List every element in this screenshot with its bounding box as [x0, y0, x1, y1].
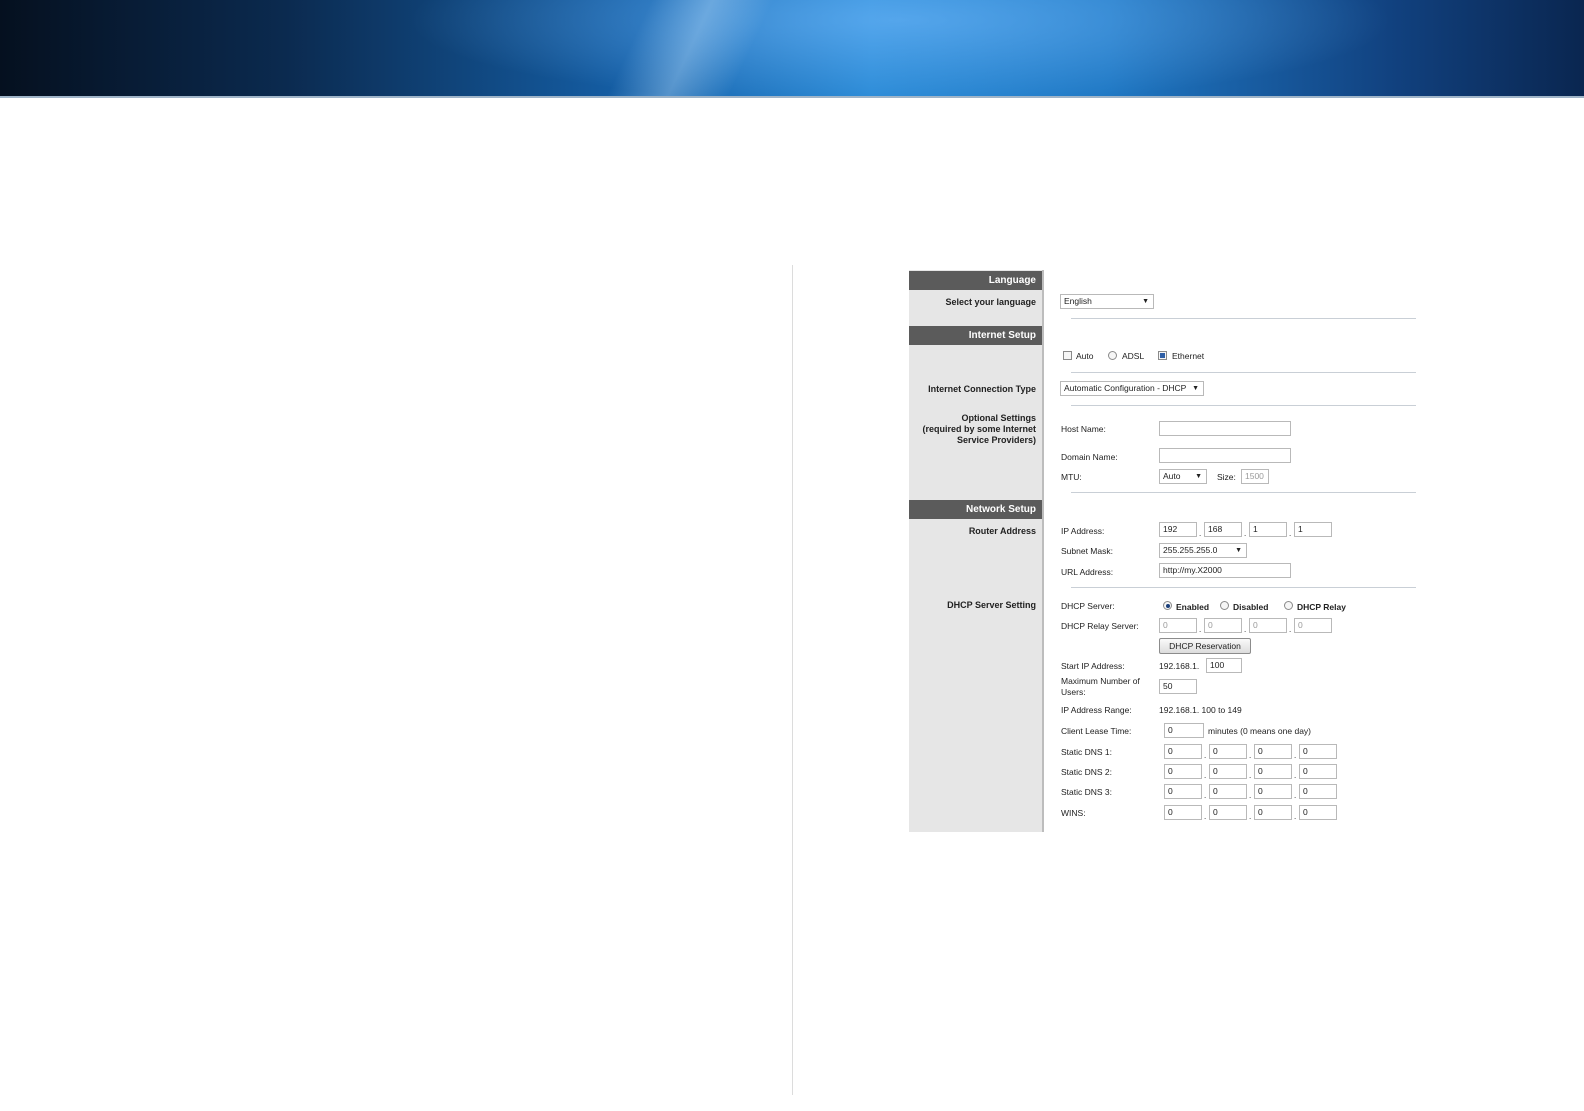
ip-octet-1-input[interactable]: 192	[1159, 522, 1197, 537]
url-address-input[interactable]: http://my.X2000	[1159, 563, 1291, 578]
octet-dot: .	[1199, 625, 1202, 634]
start-ip-label: Start IP Address:	[1061, 661, 1125, 671]
settings-column	[1044, 270, 1419, 832]
mtu-label: MTU:	[1061, 472, 1082, 482]
ip-address-label: IP Address:	[1061, 526, 1105, 536]
domain-name-input[interactable]	[1159, 448, 1291, 463]
dns3-octet-2-input[interactable]: 0	[1209, 784, 1247, 799]
subnet-mask-label: Subnet Mask:	[1061, 546, 1113, 556]
size-label: Size:	[1217, 472, 1236, 482]
auto-label: Auto	[1076, 351, 1094, 361]
optional-settings-note-1: (required by some Internet	[922, 424, 1036, 434]
relay-octet-3-input[interactable]: 0	[1249, 618, 1287, 633]
octet-dot: .	[1294, 791, 1297, 800]
start-ip-input[interactable]: 100	[1206, 658, 1242, 673]
octet-dot: .	[1249, 791, 1252, 800]
router-address-label: Router Address	[968, 526, 1036, 536]
subnet-mask-select-value: 255.255.255.0	[1163, 545, 1218, 555]
static-dns-2-label: Static DNS 2:	[1061, 767, 1113, 777]
dhcp-server-setting-label: DHCP Server Setting	[947, 600, 1036, 610]
lease-time-input[interactable]: 0	[1164, 723, 1204, 738]
ip-octet-2-input[interactable]: 168	[1204, 522, 1242, 537]
octet-dot: .	[1294, 812, 1297, 821]
wins-octet-2-input[interactable]: 0	[1209, 805, 1247, 820]
octet-dot: .	[1249, 812, 1252, 821]
language-select-value: English	[1064, 296, 1092, 306]
mtu-select[interactable]	[1159, 469, 1207, 484]
banner-highlight	[560, 0, 820, 97]
dns3-octet-3-input[interactable]: 0	[1254, 784, 1292, 799]
section-header-network-setup: Network Setup	[909, 500, 1042, 519]
octet-dot: .	[1289, 529, 1292, 538]
connection-type-label: Internet Connection Type	[928, 384, 1036, 394]
column-divider	[792, 265, 793, 1095]
separator	[1071, 492, 1416, 493]
dns1-octet-2-input[interactable]: 0	[1209, 744, 1247, 759]
dns2-octet-4-input[interactable]: 0	[1299, 764, 1337, 779]
host-name-input[interactable]	[1159, 421, 1291, 436]
subnet-mask-select[interactable]	[1159, 543, 1247, 558]
static-dns-3-label: Static DNS 3:	[1061, 787, 1113, 797]
select-language-label: Select your language	[945, 297, 1036, 307]
banner-edge	[0, 96, 1584, 98]
wins-octet-3-input[interactable]: 0	[1254, 805, 1292, 820]
ip-octet-4-input[interactable]: 1	[1294, 522, 1332, 537]
host-name-label: Host Name:	[1061, 424, 1106, 434]
octet-dot: .	[1244, 529, 1247, 538]
relay-octet-1-input[interactable]: 0	[1159, 618, 1197, 633]
auto-checkbox[interactable]	[1063, 351, 1072, 360]
dns2-octet-1-input[interactable]: 0	[1164, 764, 1202, 779]
dhcp-enabled-label: Enabled	[1176, 602, 1210, 612]
dhcp-relay-radio[interactable]	[1284, 601, 1293, 610]
static-dns-1-label: Static DNS 1:	[1061, 747, 1113, 757]
max-users-label: Maximum Number of	[1061, 676, 1140, 686]
adsl-label: ADSL	[1122, 351, 1145, 361]
octet-dot: .	[1244, 625, 1247, 634]
octet-dot: .	[1289, 625, 1292, 634]
wins-octet-4-input[interactable]: 0	[1299, 805, 1337, 820]
max-users-input[interactable]: 50	[1159, 679, 1197, 694]
ip-range-label: IP Address Range:	[1061, 705, 1132, 715]
language-select[interactable]	[1060, 294, 1154, 309]
dns1-octet-1-input[interactable]: 0	[1164, 744, 1202, 759]
adsl-radio[interactable]	[1108, 351, 1117, 360]
lease-time-note: minutes (0 means one day)	[1208, 726, 1311, 736]
chevron-down-icon: ▼	[1142, 298, 1149, 305]
octet-dot: .	[1204, 791, 1207, 800]
connection-type-select[interactable]	[1060, 381, 1204, 396]
router-setup-screenshot	[909, 270, 1419, 832]
ethernet-checkbox[interactable]	[1158, 351, 1167, 360]
page-header-banner	[0, 0, 1584, 97]
mtu-size-input[interactable]: 1500	[1241, 469, 1269, 484]
separator	[1071, 587, 1416, 588]
octet-dot: .	[1204, 771, 1207, 780]
connection-type-select-value: Automatic Configuration - DHCP	[1064, 383, 1187, 393]
section-header-language: Language	[909, 271, 1042, 290]
optional-settings-note-2: Service Providers)	[956, 435, 1036, 445]
dhcp-disabled-radio[interactable]	[1220, 601, 1229, 610]
dns3-octet-4-input[interactable]: 0	[1299, 784, 1337, 799]
dhcp-relay-server-label: DHCP Relay Server:	[1061, 621, 1139, 631]
wins-octet-1-input[interactable]: 0	[1164, 805, 1202, 820]
dns1-octet-3-input[interactable]: 0	[1254, 744, 1292, 759]
chevron-down-icon: ▼	[1235, 547, 1242, 554]
octet-dot: .	[1204, 812, 1207, 821]
dns3-octet-1-input[interactable]: 0	[1164, 784, 1202, 799]
octet-dot: .	[1294, 751, 1297, 760]
separator	[1071, 318, 1416, 319]
octet-dot: .	[1249, 771, 1252, 780]
start-ip-prefix: 192.168.1.	[1159, 661, 1200, 671]
dhcp-enabled-radio[interactable]	[1163, 601, 1172, 610]
lease-time-label: Client Lease Time:	[1061, 726, 1132, 736]
dhcp-relay-label: DHCP Relay	[1297, 602, 1346, 612]
label-column	[909, 270, 1044, 832]
relay-octet-4-input[interactable]: 0	[1294, 618, 1332, 633]
relay-octet-2-input[interactable]: 0	[1204, 618, 1242, 633]
octet-dot: .	[1199, 529, 1202, 538]
octet-dot: .	[1249, 751, 1252, 760]
dns1-octet-4-input[interactable]: 0	[1299, 744, 1337, 759]
dhcp-server-label: DHCP Server:	[1061, 601, 1115, 611]
separator	[1071, 372, 1416, 373]
octet-dot: .	[1294, 771, 1297, 780]
ip-range-value: 192.168.1. 100 to 149	[1159, 705, 1242, 715]
octet-dot: .	[1204, 751, 1207, 760]
separator	[1071, 405, 1416, 406]
dns2-octet-3-input[interactable]: 0	[1254, 764, 1292, 779]
dhcp-reservation-button[interactable]: DHCP Reservation	[1159, 638, 1251, 654]
max-users-label-2: Users:	[1061, 687, 1086, 697]
wins-label: WINS:	[1061, 808, 1086, 818]
dns2-octet-2-input[interactable]: 0	[1209, 764, 1247, 779]
ethernet-label: Ethernet	[1172, 351, 1205, 361]
optional-settings-label: Optional Settings	[961, 413, 1036, 423]
ip-octet-3-input[interactable]: 1	[1249, 522, 1287, 537]
dhcp-disabled-label: Disabled	[1233, 602, 1269, 612]
url-address-label: URL Address:	[1061, 567, 1114, 577]
domain-name-label: Domain Name:	[1061, 452, 1118, 462]
chevron-down-icon: ▼	[1192, 385, 1199, 392]
mtu-select-value: Auto	[1163, 471, 1181, 481]
chevron-down-icon: ▼	[1195, 473, 1202, 480]
section-header-internet-setup: Internet Setup	[909, 326, 1042, 345]
